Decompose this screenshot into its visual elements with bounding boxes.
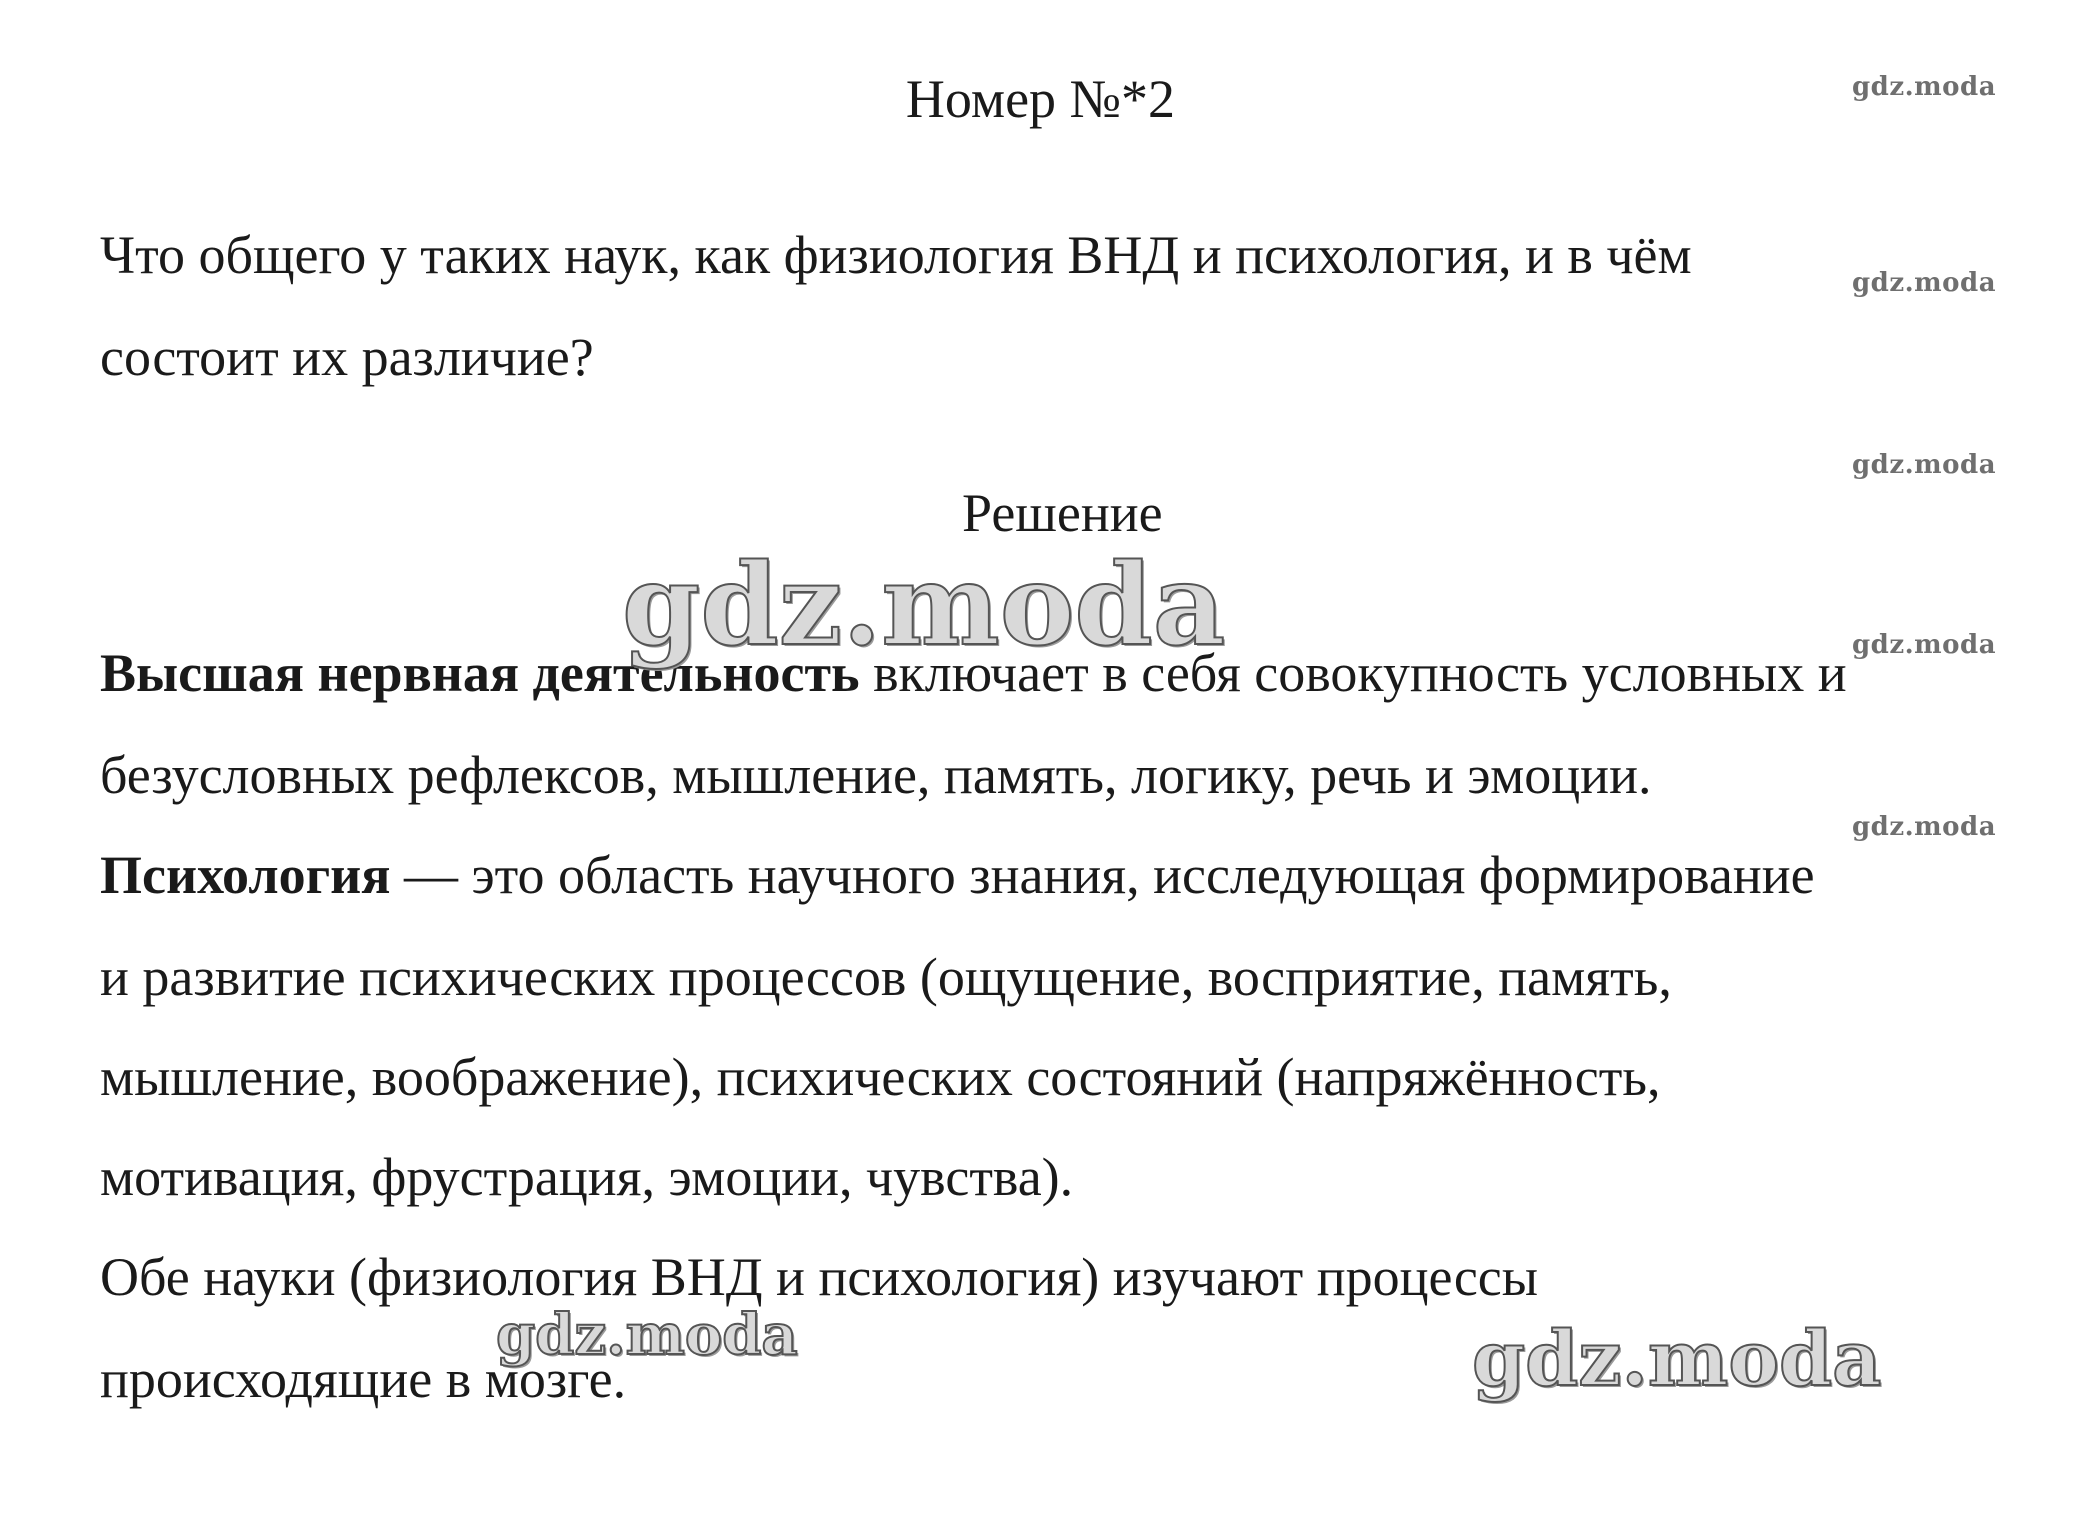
p1-definition-start: включает в себя совокупность условных и [859,643,1847,703]
page-title: Номер №*2 [905,69,1176,129]
solution-p3-line-2: происходящие в мозге. [100,1349,627,1409]
watermark-small: gdz.moda [1852,812,1997,842]
solution-p2-line-3: мышление, воображение), психических состояний (напряжённость, [100,1047,1661,1107]
solution-p2-line-4: мотивация, фрустрация, эмоции, чувства). [100,1147,1074,1207]
solution-p2-line-1 [100,845,1815,905]
watermark-small: gdz.moda [1852,630,1997,660]
solution-p3-line-1: Обе науки (физиология ВНД и психология) изучают процессы [100,1247,1539,1307]
solution-p2-line-2: и развитие психических процессов (ощущение, восприятие, память, [100,947,1672,1007]
watermark-large: gdz.moda [622,540,1226,671]
term-psychology: Психология [100,845,391,905]
watermark-small: gdz.moda [1852,268,1997,298]
question-line-2: состоит их различие? [100,327,594,387]
question-line-1: Что общего у таких наук, как физиология ВНД и психология, и в чём [100,225,1692,285]
watermark-medium: gdz.moda [496,1302,798,1368]
watermark-small: gdz.moda [1852,72,1997,102]
watermark-small: gdz.moda [1852,450,1997,480]
watermark-large: gdz.moda [1472,1314,1882,1403]
p2-definition-start: — это область научного знания, исследующая формирование [390,845,1815,905]
solution-p1-line-2: безусловных рефлексов, мышление, память, логику, речь и эмоции. [100,745,1652,805]
solution-heading: Решение [962,483,1163,543]
term-vnd: Высшая нервная деятельность [100,643,860,703]
